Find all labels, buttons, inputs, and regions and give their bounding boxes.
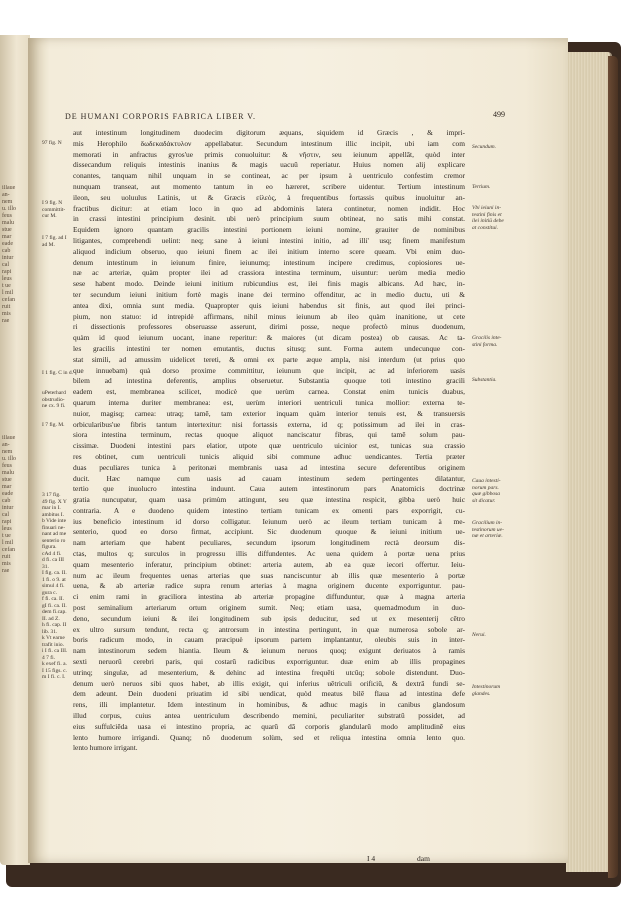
left-note: I 7 fig. ad I ad M. <box>42 235 67 248</box>
left-page-fragment-text-lower: illaue an- nem u. illo feus malu stue mar eade cab intur cal rapi leus t ue l mil cefan ruit mis rae <box>2 435 17 574</box>
text-line: rens, illi implantetur. Idem intestinum in hominibus, & adhuc magis in canibus glandosum <box>73 700 465 710</box>
left-note: 97 fig. N <box>42 140 62 146</box>
right-note: Intestinorum glandes. <box>472 684 501 697</box>
text-line: uena, & ab arteriæ radice supra renum arterias à magna originem ducente exporriguntur. pau- <box>73 581 465 591</box>
right-note: Gracilis inte- stini forma. <box>472 335 502 348</box>
back-cover-edge <box>608 56 618 878</box>
right-note: Tertium. <box>472 184 491 190</box>
text-line: deno, secundum ieiuni & ilei longitudinem sub ipsis deducitur, sed ut ex mesenterij cētro <box>73 613 465 623</box>
text-line: memorati in anfractus gyros'ue primis conuoluitur: & νῆστιν, seu ieiunum appellāt, quòd inter <box>73 149 465 159</box>
text-line: conantes, tanquam nihil unquam in se contineat, ac per ipsum à uentriculo confestim cremor <box>73 171 465 181</box>
text-line: litigantes, comprehendi uelint: neq; sane à ieiuni intestini initio, ad illi' usq; finem manifestum <box>73 235 465 245</box>
text-line: sese habent modo. Deinde ieiuni initium rubicundius est, ilei finis magis albicans. Ad hæc, in- <box>73 279 465 289</box>
left-note: 3 17 fig. 49 fig. X Y mar in I. ambitus I. b Vide inte finuari ne- nant ad me senterio ro figura. cAd 4 fi. d fi. ca III 31. I fig. ca. II. 1 fi. o 9. at simul 4 fi. gura c. f fi. ca. II. gI fi. ca. II. dem fi.cap. II. ad Z. h fi. cap. II lib. 31. k Vt earne trafit inio. i I fi. ca III. 4 7 fi. k exef fi. a. I 15 figs. c. m I fi. c. I. <box>42 492 68 680</box>
text-line: illud corpus, cuius antea uentriculum describendo memini, peculiariter substratū possidet, ad <box>73 711 465 721</box>
right-note: Nerui. <box>472 632 486 638</box>
catchword-line <box>367 854 470 863</box>
left-note: I 7 fig. M. <box>42 422 65 428</box>
text-line: in crassi intestini principium desinit. ubi uerò principium suum obtineat, no satis mihi constat. <box>73 214 465 224</box>
text-line: boris radicum modo, in cauam præcipuè ipsorum partem implantantur, oleubis suis in inter- <box>73 635 465 645</box>
text-line: num ac ileum frequentes uenas arterias que suas nanciscuntur ab illis quæ mesenterio à portæ <box>73 570 465 580</box>
text-line: que innuebam) quà dorso proxime committitur, ieiunum que incipit, ac ad inferiorem uasis <box>73 365 465 375</box>
text-line: les gracilis intestini ter nomen emutantis, ductus situsq; sunt. Forma autem undecunque con- <box>73 343 465 353</box>
text-line: tertio que inuolucro intestina induunt. Caua autem intestinorum pars Anatomicis doctrinæ <box>73 484 465 494</box>
text-line: ci enim rami in graciliora intestina ab arteriæ propagine diffunduntur, quæ à magna arteria <box>73 592 465 602</box>
text-line: orbicularibus'ue fibris tantum intertexitur: nisi fortassis externa, id q; potissimum ad ilei in cras- <box>73 419 465 429</box>
text-line: bilem ad intestina deferentis, amplius obseruetur. Substantia quoque toti intestino gracili <box>73 376 465 386</box>
text-line: mis Herophilo δωδεκαδάκτυλον appellabatur. Secundum intestinum illic incipit, ubi iam com <box>73 138 465 148</box>
text-line: gratia nuncupatur, quam uasa primùm attingunt, seu quæ intestina respicit, gibba uerò huic <box>73 495 465 505</box>
text-line: senterio, quod eo dorso firmat, accipiunt. Sic duodenum quoque & ieiuni initium ue- <box>73 527 465 537</box>
text-line: nuior, magisq; carnea: utraq; tamē, tam exterior inquam quàm interior tenuis est, & transuersis <box>73 408 465 418</box>
text-line: duas peculiares tunica à peritonæi membranis uasa ad intestina secure deferentibus originem <box>73 462 465 472</box>
text-line: ex ultro sursum tendunt, recta q; antrorsum in intestina pertingunt, in quæ numerosa sobole ar- <box>73 624 465 634</box>
text-line: siora intestina terminum, rectas quoque aliquot nanciscatur fibras, qui tamē solum pau- <box>73 430 465 440</box>
text-line: aliquod indicium obseruo, quo ieiuni finem ac ilei initium interno scere queam. Vbi enim duo- <box>73 246 465 256</box>
body-text <box>73 128 465 754</box>
text-line: nunquam transeat, aut momento tantum in eo hæreret, scribere uidentur. Tertium intestinum <box>73 181 465 191</box>
right-note: Caua intesti- norum pars. quæ gibbosa sit dicatur. <box>472 478 501 504</box>
signature-mark: I 4 <box>367 854 376 863</box>
text-line: eadem est, membranea scilicet, modicè que uerùm carnea. Constat enim tunicis duabus, <box>73 387 465 397</box>
left-note: I 9 fig. N committit- cur M. <box>42 200 66 219</box>
running-title: DE HUMANI CORPORIS FABRICA LIBER V. <box>65 112 257 121</box>
text-line: Equidem ignoro quantam gracilis intestini portionem ieiuni nomine, grauiter de nominibus <box>73 225 465 235</box>
text-line: nam intestinorum sedem hiantia. Ileum & ieiunum neruos quoq; exigunt deriuatos à ramis <box>73 646 465 656</box>
text-line: cissimæ. Duodeni intestini pars elatior, utpote quæ uentriculo uicinior est, tunicas sua crassio <box>73 441 465 451</box>
text-line: lento humore irrigant. <box>73 743 138 753</box>
text-line: res obtinet, cum uentriculi tunicis aliquid sibi commune adhuc uendicantes. Tertia præter <box>73 451 465 461</box>
text-line: ctas, multos q; surculos in progressu illis diffundentes. Ac uena quidem à portæ uena prius <box>73 549 465 559</box>
text-line: ter secundum ieiuni initium fortè magis inane dei termino offenditur, ac in medio ductu, uti & <box>73 289 465 299</box>
text-line: contraria. A e duodeno quidem intestino tertiam tunicam ex omenti pars exporrigit, cu- <box>73 505 465 515</box>
right-note: Vbi ieiuni in- testini finis et ilei initiū debe at constitui. <box>472 205 504 231</box>
text-line: eius suffulciēda uasa ei intestino propria, ac quarū dā corporis glandularū modo amplitudinē eius <box>73 721 465 731</box>
page-stack-edge <box>566 52 612 872</box>
right-note: Secundum. <box>472 144 496 150</box>
page-number: 499 <box>493 110 505 119</box>
text-line: stat simili, ad amussim uidelicet tereti, & omni ex parte æque ampla, nisi interdum (ut prius quo <box>73 354 465 364</box>
text-line: lento humore irrigandi. Quanq; nō duodenum solùm, sed et reliqua intestina omnia lento quo. <box>73 732 465 742</box>
text-line: næ ac arteriæ, quàm propter ilei ad crassiora intestina terminum, uisuntur: uerùm media medio <box>73 268 465 278</box>
text-line: post seminalium arteriarum ortum originem sumit. Neq; etiam uasa, quemadmodum in duo- <box>73 603 465 613</box>
text-line: dem adeunt. Dein duodeni priuatim id sibi uendicat, quòd meatus bilē flaua ad intestina defe <box>73 689 465 699</box>
text-line: ius beneficio intestinum id dorso colligatur. Ieiunum uerò ac ileum tertiam tunicam à me- <box>73 516 465 526</box>
text-line: ducit. Hæc namque cum uasis ad cauam intestinum sedem pertingentes dilatantur, <box>73 473 465 483</box>
text-line: fractibus dicitur: at etiam loco in quo ad abdominis latera continetur, nomen indidit. Hoc <box>73 203 465 213</box>
text-line: sexti neruorū cerebri paris, qui costarū radicibus exporriguntur. duæ enim ab illis propagines <box>73 657 465 667</box>
text-line: nam arteriam que habent peculiares, secundum ipsorum longitudinem rectà deorsum dis- <box>73 538 465 548</box>
left-page-fragment-text: illaue an- nem u. illo feus malu stue mar eade cab intur cal rapi leus t ue l mil cefan ruit mis rae <box>2 185 17 324</box>
text-line: ileon, seu uoluulus Latinis, ut & Græcis εἰλεὸς, à frequentibus fortassis quibus inuoluitur an- <box>73 192 465 202</box>
text-line: quam mesenterio inferatur, principium obtinet: arteria autem, ab ea quæ iecori offertur. Ieiu- <box>73 559 465 569</box>
right-note: Gracilium in- testinorum ue- næ et arteriæ. <box>472 520 504 539</box>
text-line: utrinq; singulæ, ad mesenterium, & dehinc ad intestina frequēti utcūq; sobole distendunt. Duo- <box>73 667 465 677</box>
text-line: quàm id quod ieiunum uocant, inane reperitur: & maiores (ut dicam postea) ob causas. Ac ta- <box>73 333 465 343</box>
left-note: I 1 fig. C in d. <box>42 370 74 376</box>
left-note: uPeterhard obstrudio- ne cx. 9 fi. <box>42 390 66 409</box>
text-line: ri dissectionis professores obseruasse asserunt, dirimi posse, neque profectò minus duodenum, <box>73 322 465 332</box>
running-header <box>65 112 505 124</box>
catchword: dam <box>417 854 430 863</box>
text-line: quarum interna duriter membranea: est, uerùm interiori uentriculi tunica mollior: externa te- <box>73 397 465 407</box>
text-line: antea dixi, omnia sunt media. Quapropter quis ieiuni habendus sit finis, aut quod ilei princi- <box>73 300 465 310</box>
text-line: pium, non statuo: id intrepidè affirmans, nihil minus ieiunum ab ileo quàm inanitione, ut cete <box>73 311 465 321</box>
text-line: denum intestinum in ieiunum finire, ieiunumq; intestinum incipere credimus, copiosiores ue- <box>73 257 465 267</box>
left-page-edge <box>0 35 30 865</box>
right-note: Substantia. <box>472 377 497 383</box>
text-line: dissecandum reliquis intestinis inanius & magis uacuū reperiatur. Huius nomen alij explicare <box>73 160 465 170</box>
text-line: aut intestinum longitudinem duodecim digitorum æquans, siquidem id Græcis , & impri- <box>73 128 465 137</box>
text-line: denum uerò neruos sibi quos habet, ab illis exigit, qui inferius uētriculi orificiū, & dextrā fundi se- <box>73 678 465 688</box>
